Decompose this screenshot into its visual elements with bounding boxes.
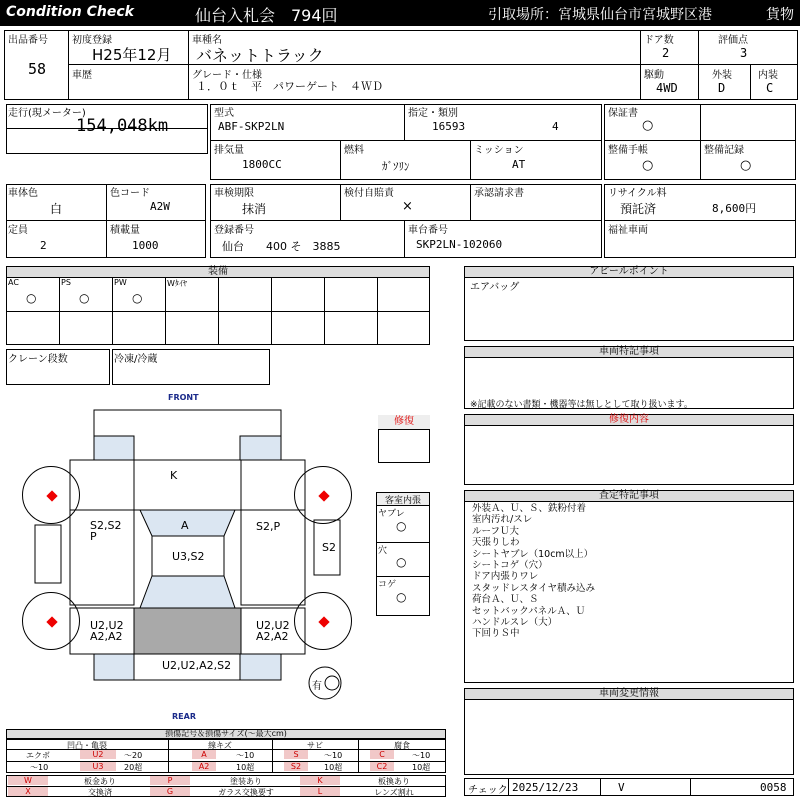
capacity-label: 定員 bbox=[8, 225, 28, 236]
legend-r4-5: レンズ割れ bbox=[374, 788, 414, 797]
capacity-value: 2 bbox=[40, 239, 47, 252]
inspector-line: 外装Ａ、Ｕ、Ｓ、鉄粉付着 bbox=[472, 503, 587, 514]
legend-r2-8: 10超 bbox=[412, 763, 431, 772]
fuel-label: 燃料 bbox=[344, 145, 364, 156]
legend-r4-0: X bbox=[8, 787, 48, 796]
claim-label: 承認請求書 bbox=[474, 188, 524, 199]
interior-burn-value: ○ bbox=[396, 590, 407, 604]
legend-r2-3: A2 bbox=[192, 762, 216, 771]
insurance-value: × bbox=[402, 199, 413, 214]
equip-ps-label: PS bbox=[61, 278, 71, 287]
car-name-label: 車種名 bbox=[192, 35, 222, 46]
header-title: 仙台入札会 794回 bbox=[195, 6, 338, 25]
score-label: 評価点 bbox=[718, 35, 748, 46]
interior-tear-label: ヤブレ bbox=[378, 509, 405, 519]
front-label: FRONT bbox=[168, 393, 199, 402]
load-value: 1000 bbox=[132, 239, 159, 252]
legend-r1-4: 〜10 bbox=[236, 751, 255, 760]
history-label: 車歴 bbox=[72, 70, 92, 81]
category-value: 4 bbox=[552, 120, 559, 133]
body-color-label: 車体色 bbox=[8, 188, 38, 199]
recycle-fee: 8,600円 bbox=[712, 202, 757, 215]
grade-value: １．０ｔ 平 パワーゲート ４ＷＤ bbox=[196, 80, 383, 93]
warranty-value: ○ bbox=[642, 118, 654, 133]
legend-r4-2: G bbox=[150, 787, 190, 796]
manual-label: 整備手帳 bbox=[608, 145, 648, 156]
plate-value: 仙台 400 そ 3885 bbox=[222, 240, 341, 253]
legend-r3-1: 板金あり bbox=[84, 777, 116, 786]
insurance-label: 検付自賠責 bbox=[344, 188, 394, 199]
fuel-value: ｶﾞｿﾘﾝ bbox=[382, 160, 410, 173]
wheel-front-right bbox=[294, 466, 352, 524]
inspector-line: ルーフＵ大 bbox=[472, 525, 520, 537]
interior-box-title: 客室内張 bbox=[377, 493, 429, 506]
location-value: 宮城県仙台市宮城野区港 bbox=[558, 7, 712, 23]
lot-number: 58 bbox=[28, 60, 47, 78]
record-value: ○ bbox=[740, 158, 752, 173]
inspector-line: ドア内張りワレ bbox=[472, 571, 539, 583]
legend-r2-6: 10超 bbox=[324, 763, 343, 772]
legend-r1-6: 〜10 bbox=[324, 751, 343, 760]
changes-title: 車両変更情報 bbox=[464, 688, 794, 700]
mileage-label: 走行(現メーター) bbox=[8, 108, 86, 119]
model-value: ABF-SKP2LN bbox=[218, 120, 285, 133]
displacement-label: 排気量 bbox=[214, 145, 244, 156]
legend-group-rust: サビ bbox=[307, 741, 323, 750]
designation-label: 指定・類別 bbox=[408, 108, 458, 119]
inspector-line: 天張りしわ bbox=[472, 537, 520, 549]
wheel-rear-right bbox=[294, 592, 352, 650]
header-left: Condition Check bbox=[6, 4, 134, 20]
legend-r4-1: 交換済 bbox=[88, 788, 112, 797]
mileage-value: 154,048km bbox=[76, 116, 169, 136]
repair-box bbox=[464, 425, 794, 485]
check-mark: V bbox=[618, 781, 625, 794]
legend-r4-3: ガラス交換要す bbox=[218, 788, 274, 797]
inspector-line: 下回りＳ中 bbox=[472, 628, 520, 640]
lot-label: 出品番号 bbox=[8, 35, 48, 46]
repair-badge: 修復 bbox=[378, 415, 430, 430]
legend-r3-0: W bbox=[8, 776, 48, 785]
manual-value: ○ bbox=[642, 158, 654, 173]
car-name: バネットトラック bbox=[196, 46, 324, 65]
first-reg-label: 初度登録 bbox=[72, 35, 112, 46]
diagram-right-side: S2 bbox=[322, 541, 336, 554]
diagram-right-front: S2,P bbox=[256, 520, 281, 533]
inspector-line: 室内汚れ/スレ bbox=[472, 514, 533, 526]
legend-r3-4: K bbox=[300, 776, 340, 785]
body-color-value: 白 bbox=[50, 202, 63, 216]
first-reg-value: H25年12月 bbox=[92, 46, 172, 64]
legend-r1-3: A bbox=[192, 750, 216, 759]
special-title: 車両特記事項 bbox=[464, 346, 794, 358]
chassis-value: SKP2LN-102060 bbox=[416, 238, 503, 251]
load-label: 積載量 bbox=[110, 225, 140, 236]
appeal-title: アピールポイント bbox=[464, 266, 794, 278]
legend-r2-2: 20超 bbox=[124, 763, 143, 772]
inspector-line: 荷台Ａ、Ｕ、Ｓ bbox=[472, 594, 539, 606]
location-label: 引取場所： bbox=[488, 7, 558, 23]
doors-value: 2 bbox=[662, 46, 670, 60]
diagram-k: K bbox=[170, 469, 178, 482]
equip-pw-value: ○ bbox=[132, 291, 143, 305]
legend-r1-8: 〜10 bbox=[412, 751, 431, 760]
doors-label: ドア数 bbox=[644, 35, 674, 46]
legend-r3-5: 板換あり bbox=[378, 777, 410, 786]
warranty-label: 保証書 bbox=[608, 108, 638, 119]
equip-ac-value: ○ bbox=[26, 291, 37, 305]
rear-label: REAR bbox=[172, 712, 196, 721]
legend-r2-4: 10超 bbox=[236, 763, 255, 772]
equip-wtire-label: Wﾀｲﾔ bbox=[167, 279, 187, 288]
color-code-label: 色コード bbox=[110, 188, 150, 199]
plate-label: 登録番号 bbox=[214, 225, 254, 236]
legend-r2-5: S2 bbox=[284, 762, 308, 771]
legend-r1-5: S bbox=[284, 750, 308, 759]
legend-r3-3: 塗装あり bbox=[230, 777, 262, 786]
inspection-label: 車検期限 bbox=[214, 188, 254, 199]
inspector-line: シートヤブレ（10cm以上） bbox=[472, 548, 594, 560]
inspection-value: 抹消 bbox=[242, 202, 267, 216]
freezer-label: 冷凍/冷蔵 bbox=[114, 354, 158, 365]
drive-label: 駆動 bbox=[644, 70, 664, 81]
exterior-value: D bbox=[718, 81, 726, 95]
check-label: チェック bbox=[468, 785, 508, 796]
legend-r1-1: U2 bbox=[80, 750, 116, 759]
drive-value: 4WD bbox=[656, 81, 678, 95]
diagram-center-a: A bbox=[181, 519, 189, 532]
designation-value: 16593 bbox=[432, 120, 466, 133]
legend-r4-4: L bbox=[300, 787, 340, 796]
crane-label: クレーン段数 bbox=[8, 354, 68, 365]
inspector-line: スタッドレスタイヤ積み込み bbox=[472, 582, 596, 594]
check-number: 0058 bbox=[760, 781, 787, 794]
diagram-left-front: S2,S2 P bbox=[90, 519, 122, 543]
diagram-left-rear: U2,U2 A2,A2 bbox=[90, 619, 124, 643]
interior-label: 内装 bbox=[758, 70, 778, 81]
recycle-status: 預託済 bbox=[620, 202, 657, 216]
legend-group-dent: 凹凸・亀裂 bbox=[67, 741, 107, 750]
legend-r3-2: P bbox=[150, 776, 190, 785]
equip-ps-value: ○ bbox=[79, 291, 90, 305]
inspector-line: シートコゲ（穴） bbox=[472, 560, 548, 572]
wheel-front-left bbox=[22, 466, 80, 524]
legend-r2-0: 〜10 bbox=[30, 763, 49, 772]
appeal-text: エアバッグ bbox=[470, 282, 520, 293]
interior-hole-value: ○ bbox=[396, 555, 407, 569]
record-label: 整備記録 bbox=[704, 145, 744, 156]
vehicle-type: 貨物 bbox=[766, 7, 794, 23]
equip-ac-label: AC bbox=[8, 278, 19, 287]
welfare-label: 福祉車両 bbox=[608, 225, 648, 236]
exterior-label: 外装 bbox=[712, 70, 732, 81]
inspector-line: セットバックパネルＡ、Ｕ bbox=[472, 605, 586, 617]
inspector-lines bbox=[472, 503, 595, 640]
diagram-bottom: U2,U2,A2,S2 bbox=[162, 659, 232, 672]
inspector-line: ハンドルスレ（大） bbox=[472, 617, 558, 629]
interior-burn-label: コゲ bbox=[378, 580, 397, 590]
legend-r1-2: 〜20 bbox=[124, 751, 143, 760]
diagram-right-rear: U2,U2 A2,A2 bbox=[256, 619, 290, 643]
legend-title: 損傷記号＆損傷サイズ(〜最大cm) bbox=[6, 729, 446, 739]
wheel-rear-left bbox=[22, 592, 80, 650]
legend-r1-7: C bbox=[370, 750, 394, 759]
color-code-value: A2W bbox=[150, 200, 170, 213]
mission-label: ミッション bbox=[474, 145, 524, 156]
legend-r1-0: エクボ bbox=[26, 751, 50, 760]
interior-value: C bbox=[766, 81, 774, 95]
spare-tire-label: 有 bbox=[312, 681, 322, 692]
inspector-title: 査定特記事項 bbox=[464, 490, 794, 502]
legend-r2-1: U3 bbox=[80, 762, 116, 771]
equip-pw-label: PW bbox=[114, 278, 127, 287]
equipment-title: 装備 bbox=[6, 266, 430, 278]
chassis-label: 車台番号 bbox=[408, 225, 448, 236]
special-note: ※記載のない書類・機器等は無しとして取り扱います。 bbox=[470, 400, 693, 410]
changes-box bbox=[464, 699, 794, 775]
legend-group-scratch: 線キズ bbox=[208, 741, 232, 750]
score-value: 3 bbox=[740, 46, 748, 60]
model-label: 型式 bbox=[214, 108, 234, 119]
legend-group-corrosion: 腐食 bbox=[394, 741, 410, 750]
legend-r2-7: C2 bbox=[370, 762, 394, 771]
interior-tear-value: ○ bbox=[396, 519, 407, 533]
diagram-center: U3,S2 bbox=[172, 550, 205, 563]
mission-value: AT bbox=[512, 158, 526, 171]
displacement-value: 1800CC bbox=[242, 158, 282, 171]
repair-title: 修復内容 bbox=[464, 414, 794, 426]
interior-hole-label: 穴 bbox=[378, 546, 388, 556]
recycle-label: リサイクル料 bbox=[608, 188, 667, 199]
check-date: 2025/12/23 bbox=[512, 781, 579, 794]
grade-label: グレード・仕様 bbox=[192, 70, 262, 81]
